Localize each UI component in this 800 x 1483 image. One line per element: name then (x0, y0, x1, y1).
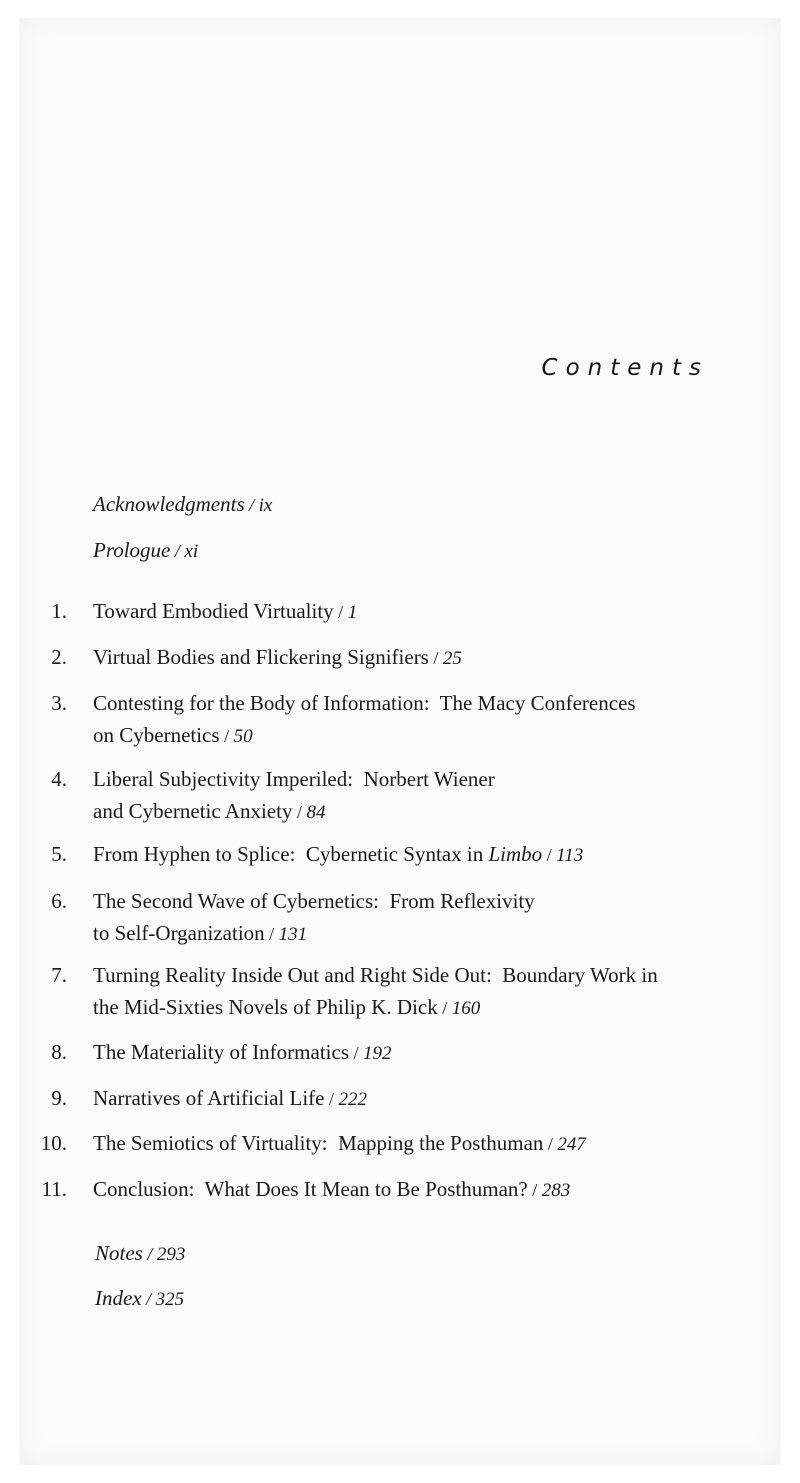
chapter-title-line-1: Turning Reality Inside Out and Right Side Out: Boundary Work in (93, 963, 658, 987)
chapter-title-italic: Limbo (488, 842, 543, 866)
chapter-number: 2. (51, 645, 67, 669)
page-number: 25 (442, 648, 462, 669)
chapter-number: 9. (51, 1086, 67, 1110)
chapter-number: 1. (51, 599, 67, 623)
entry-title: Index / 325 (95, 1286, 185, 1310)
chapter-title-line-2: and Cybernetic Anxiety (93, 799, 293, 823)
chapter-title-line-2: to Self-Organization (93, 921, 265, 945)
book-page: Contents Acknowledgments / ix Prologue / xi 1. Toward Embodied Virtuality / 1 2. Virtual Bodies and Flickering Signifiers / 25 3. Contesting for the Body of Information: The Macy Conferences on Cybernetics / 50 4. Liberal Subjectivity Imperiled: Norbert Wiener and Cybernetic Anxiety / 84 5. From Hyphen to Splice: Cybernetic Syntax in Limbo / 113 6. The Second Wave of Cybernetics: From Reflexivity to Self-Organization / 131 7. Turning Reality Inside Out and Right Side Out: Boundary Work in the Mid-Sixties Novels of Philip K. Dick / 160 8. The Materiality of Informatics / 192 9. Narratives of Artificial Life / 222 10. The Semiotics of Virtuality: Mapping the Posthuman / 247 11. Conclusion: What Does It Mean to Be Posthuman? / 283 Notes / 293 Index / 325 (19, 18, 781, 1465)
chapter-number: 11. (41, 1177, 67, 1201)
chapter-title: The Semiotics of Virtuality: Mapping the Posthuman (93, 1131, 544, 1155)
page-number: 283 (541, 1180, 571, 1201)
page-number: 113 (556, 845, 584, 866)
chapter-title-line-1: The Second Wave of Cybernetics: From Reflexivity (93, 889, 535, 913)
chapter-title-line-1: Contesting for the Body of Information: The Macy Conferences (93, 691, 636, 715)
chapter-title: Virtual Bodies and Flickering Signifiers (93, 645, 429, 669)
chapter-title-line-2: on Cybernetics (93, 723, 220, 747)
chapter-number: 3. (51, 691, 67, 715)
page-number: 222 (338, 1089, 367, 1110)
chapter-title: Conclusion: What Does It Mean to Be Posthuman? (93, 1177, 528, 1201)
entry-title: Notes / 293 (95, 1241, 186, 1265)
page-number: 84 (306, 802, 326, 823)
page-number: 1 (347, 602, 358, 623)
chapter-title: From Hyphen to Splice: Cybernetic Syntax in (93, 842, 489, 866)
chapter-title: Narratives of Artificial Life (93, 1086, 325, 1110)
chapter-title-line-2: the Mid-Sixties Novels of Philip K. Dick (93, 995, 438, 1019)
chapter-number: 10. (40, 1131, 67, 1155)
chapter-title: The Materiality of Informatics (93, 1040, 349, 1064)
page-number: 192 (363, 1043, 392, 1064)
entry-title: Prologue / xi (93, 538, 199, 562)
page-number: 247 (557, 1134, 586, 1155)
page-number: 131 (278, 924, 308, 945)
chapter-number: 8. (51, 1040, 67, 1064)
chapter-number: 5. (51, 842, 67, 866)
chapter-number: 6. (51, 889, 67, 913)
page-number: 50 (233, 726, 253, 747)
page-title: Contents (541, 355, 709, 381)
chapter-number: 4. (51, 767, 67, 791)
chapter-number: 7. (51, 963, 67, 987)
chapter-title: Toward Embodied Virtuality (93, 599, 334, 623)
page-number: 160 (451, 998, 481, 1019)
entry-title: Acknowledgments / ix (93, 492, 273, 516)
chapter-title-line-1: Liberal Subjectivity Imperiled: Norbert Wiener (93, 767, 495, 791)
